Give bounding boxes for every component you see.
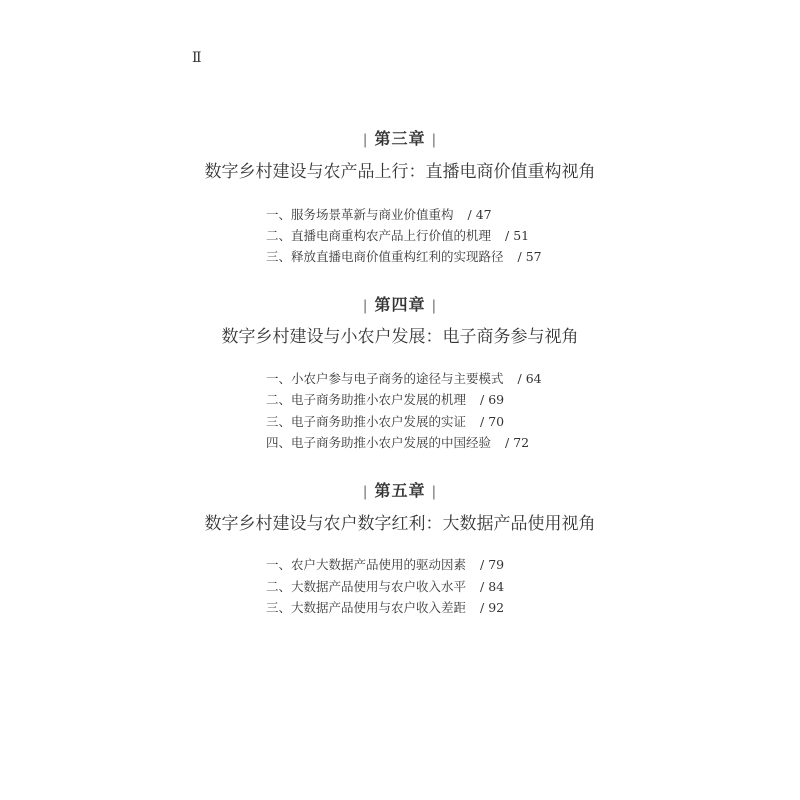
- chapter-4-section-1[interactable]: 一、小农户参与电子商务的途径与主要模式 / 64: [266, 371, 542, 386]
- chapter-5-section-3[interactable]: 三、大数据产品使用与农户收入差距 / 92: [266, 600, 505, 615]
- chapter-5-section-1[interactable]: 一、农户大数据产品使用的驱动因素 / 79: [266, 557, 505, 572]
- chapter-4-section-3[interactable]: 三、电子商务助推小农户发展的实证 / 70: [266, 414, 505, 429]
- chapter-5-title: 数字乡村建设与农户数字红利：大数据产品使用视角: [204, 514, 596, 534]
- chapter-3-title: 数字乡村建设与农产品上行：直播电商价值重构视角: [204, 162, 596, 182]
- chapter-4-label: | 第四章 |: [362, 295, 438, 314]
- chapter-4-title: 数字乡村建设与小农户发展：电子商务参与视角: [221, 327, 579, 347]
- chapter-5-label: | 第五章 |: [362, 481, 438, 500]
- chapter-3-section-1[interactable]: 一、服务场景革新与商业价值重构 / 47: [266, 207, 492, 222]
- chapter-3-section-3[interactable]: 三、释放直播电商价值重构红利的实现路径 / 57: [266, 249, 542, 264]
- chapter-3-section-2[interactable]: 二、直播电商重构农产品上行价值的机理 / 51: [266, 228, 530, 243]
- chapter-3-label: | 第三章 |: [362, 129, 438, 148]
- chapter-4-section-4[interactable]: 四、电子商务助推小农户发展的中国经验 / 72: [266, 435, 530, 450]
- chapter-5-section-2[interactable]: 二、大数据产品使用与农户收入水平 / 84: [266, 579, 505, 594]
- page-number: Ⅱ: [192, 50, 202, 66]
- chapter-4-section-2[interactable]: 二、电子商务助推小农户发展的机理 / 69: [266, 392, 505, 407]
